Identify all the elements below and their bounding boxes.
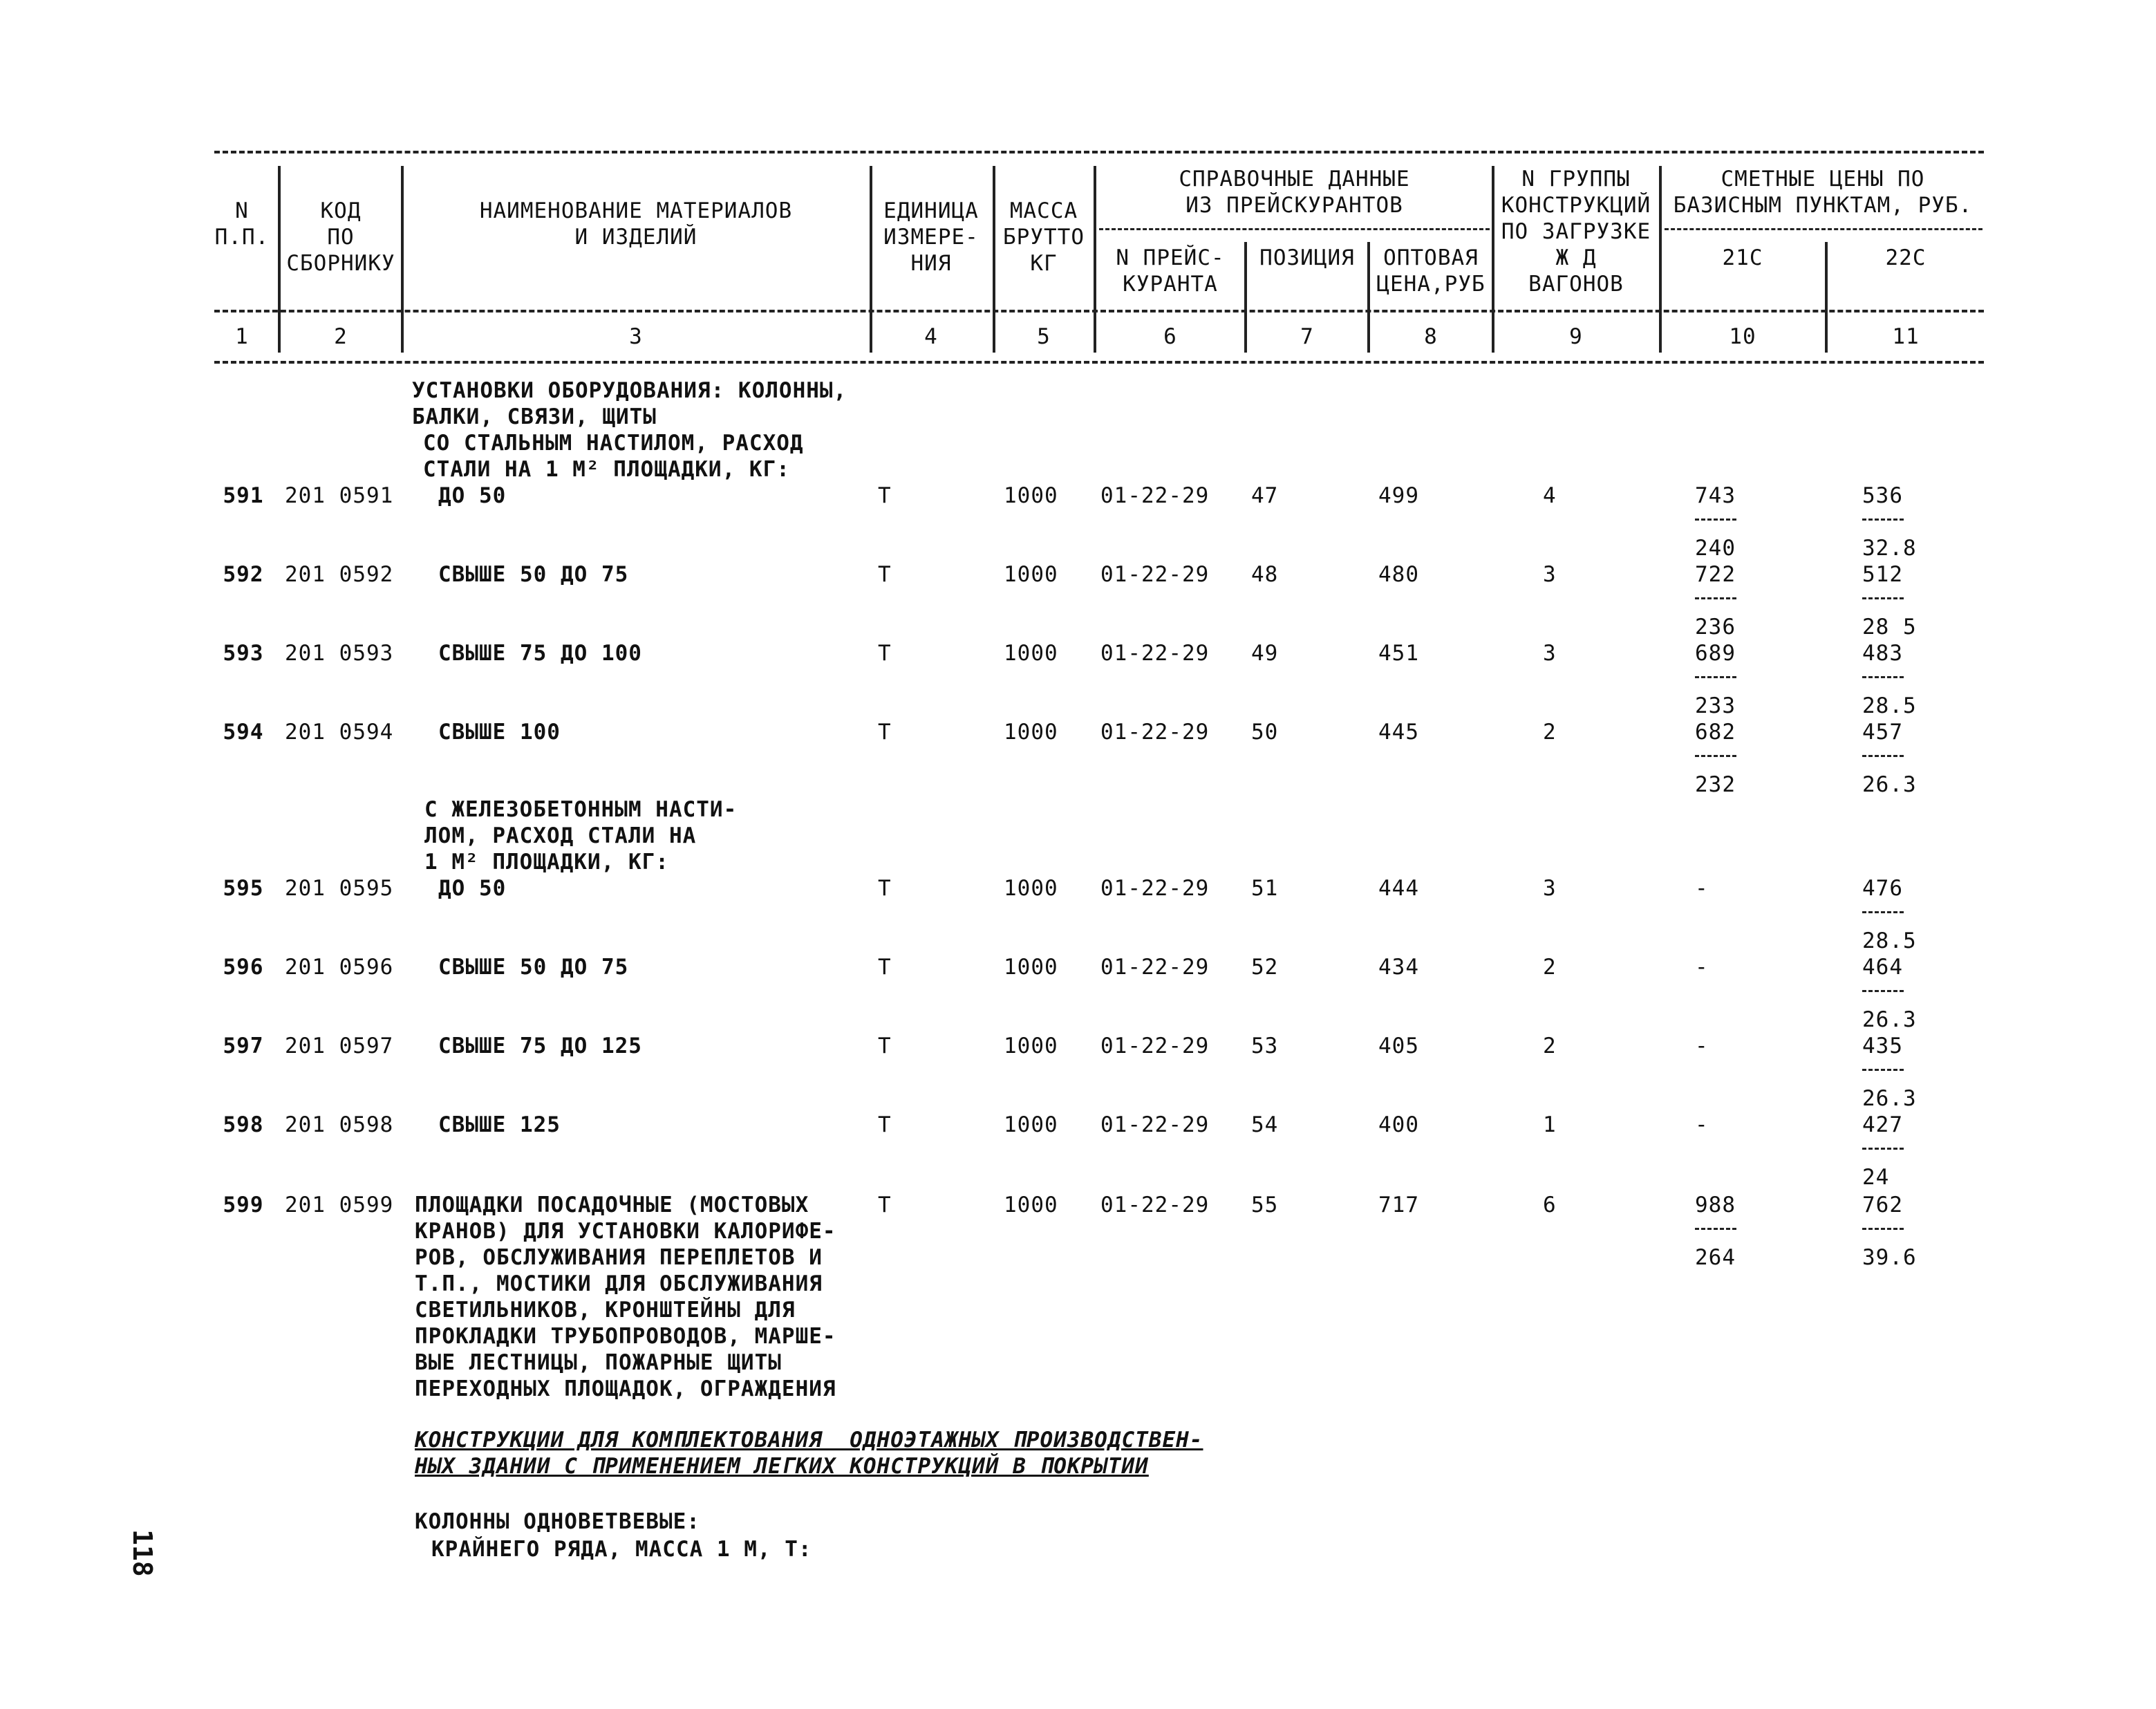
cell-pos: 49	[1251, 641, 1279, 666]
cell-code: 201 0594	[285, 720, 394, 745]
cell-code: 201 0592	[285, 562, 394, 587]
cell-p11-num: 476	[1862, 876, 1903, 901]
colnum: 9	[1569, 324, 1583, 349]
cell-grp: 2	[1543, 1034, 1557, 1058]
cell-price: 451	[1378, 641, 1419, 666]
col-sep	[1367, 242, 1370, 353]
cell-unit: Т	[878, 641, 892, 666]
cell-p10-num: -	[1695, 955, 1709, 980]
header-col4: ЕДИНИЦА ИЗМЕРЕ- НИЯ	[883, 198, 979, 276]
cell-p11-num: 536	[1862, 483, 1903, 508]
cell-pr: 01-22-29	[1100, 562, 1210, 587]
cell-mass: 1000	[1004, 720, 1058, 745]
footer-line: КОЛОННЫ ОДНОВЕТВЕВЫЕ:	[415, 1509, 700, 1534]
cell-unit: Т	[878, 562, 892, 587]
cell-n: 595	[223, 876, 264, 901]
cell-unit: Т	[878, 720, 892, 745]
col-sep	[278, 166, 281, 353]
header-col1: N П.П.	[214, 198, 270, 250]
section-heading: СО СТАЛЬНЫМ НАСТИЛОМ, РАСХОД СТАЛИ НА 1 М² ПЛОЩАДКИ, КГ:	[423, 431, 804, 482]
cell-p11-num: 483	[1862, 641, 1903, 666]
fraction-rule	[1862, 1228, 1904, 1230]
header-col10: 21С	[1722, 245, 1763, 270]
cell-name: СВЫШЕ 100	[438, 720, 561, 745]
fraction-rule	[1862, 1148, 1904, 1150]
fraction-rule	[1862, 755, 1904, 757]
cell-n: 598	[223, 1112, 264, 1137]
header-col7: ПОЗИЦИЯ	[1259, 245, 1355, 270]
colnum: 8	[1424, 324, 1438, 349]
col-sep	[1094, 166, 1096, 353]
cell-p11-den: 24	[1862, 1165, 1890, 1190]
cell-unit: Т	[878, 483, 892, 508]
section-heading: С ЖЕЛЕЗОБЕТОННЫМ НАСТИ- ЛОМ, РАСХОД СТАЛИ НА 1 М² ПЛОЩАДКИ, КГ:	[424, 797, 738, 875]
cell-p11-num: 762	[1862, 1193, 1903, 1217]
cell-price: 434	[1378, 955, 1419, 980]
fraction-rule	[1695, 1228, 1736, 1230]
cell-grp: 4	[1543, 483, 1557, 508]
cell-code: 201 0591	[285, 483, 394, 508]
fraction-rule	[1695, 676, 1736, 678]
cell-pr: 01-22-29	[1100, 955, 1210, 980]
cell-p11-num: 464	[1862, 955, 1903, 980]
header-mid-rule	[214, 310, 1984, 312]
cell-p10-den: 232	[1695, 772, 1736, 797]
cell-price: 717	[1378, 1193, 1419, 1217]
cell-mass: 1000	[1004, 1193, 1058, 1217]
cell-grp: 3	[1543, 562, 1557, 587]
cell-p10-num: 988	[1695, 1193, 1736, 1217]
cell-name: ДО 50	[438, 876, 507, 901]
cell-p11-num: 427	[1862, 1112, 1903, 1137]
cell-mass: 1000	[1004, 876, 1058, 901]
colnum: 2	[334, 324, 348, 349]
cell-pr: 01-22-29	[1100, 720, 1210, 745]
fraction-rule	[1862, 597, 1904, 599]
cell-pos: 48	[1251, 562, 1279, 587]
cell-p11-num: 457	[1862, 720, 1903, 745]
cell-grp: 3	[1543, 876, 1557, 901]
fraction-rule	[1695, 519, 1736, 521]
header-col9: Ж Д ВАГОНОВ	[1528, 245, 1624, 297]
cell-p10-den: 264	[1695, 1245, 1736, 1270]
cell-price: 480	[1378, 562, 1419, 587]
fraction-rule	[1695, 755, 1736, 757]
cell-grp: 2	[1543, 955, 1557, 980]
colnum: 7	[1300, 324, 1314, 349]
colnum: 3	[629, 324, 643, 349]
cell-unit: Т	[878, 1034, 892, 1058]
colnum: 4	[924, 324, 938, 349]
section-heading: УСТАНОВКИ ОБОРУДОВАНИЯ: КОЛОННЫ, БАЛКИ, СВЯЗИ, ЩИТЫ	[412, 378, 847, 429]
fraction-rule	[1862, 519, 1904, 521]
cell-pos: 51	[1251, 876, 1279, 901]
header-ref-group: СПРАВОЧНЫЕ ДАННЫЕ ИЗ ПРЕЙСКУРАНТОВ	[1179, 167, 1410, 218]
cell-p10-num: 689	[1695, 641, 1736, 666]
cell-pos: 50	[1251, 720, 1279, 745]
cell-p10-num: -	[1695, 1112, 1709, 1137]
cell-mass: 1000	[1004, 641, 1058, 666]
cell-price: 444	[1378, 876, 1419, 901]
cell-code: 201 0596	[285, 955, 394, 980]
cell-price: 499	[1378, 483, 1419, 508]
header-col3: НАИМЕНОВАНИЕ МАТЕРИАЛОВ И ИЗДЕЛИЙ	[479, 198, 793, 250]
cell-code: 201 0595	[285, 876, 394, 901]
cell-p10-num: 722	[1695, 562, 1736, 587]
header-col8: ОПТОВАЯ ЦЕНА,РУБ	[1376, 245, 1485, 297]
page-number: 118	[127, 1529, 158, 1577]
cell-pr: 01-22-29	[1100, 876, 1210, 901]
cell-mass: 1000	[1004, 1034, 1058, 1058]
cell-pr: 01-22-29	[1100, 1034, 1210, 1058]
cell-name: СВЫШЕ 75 ДО 125	[438, 1034, 642, 1058]
cell-p11-den: 39.6	[1862, 1245, 1917, 1270]
cell-name: ПЛОЩАДКИ ПОСАДОЧНЫЕ (МОСТОВЫХ КРАНОВ) ДЛЯ УСТАНОВКИ КАЛОРИФЕ- РОВ, ОБСЛУЖИВАНИЯ ПЕРЕПЛЕТОВ И Т.П., МОСТИКИ ДЛЯ ОБСЛУЖИВАНИЯ СВЕТИЛЬНИКОВ, КРОНШТЕЙНЫ ДЛЯ ПРОКЛАДКИ ТРУБОПРОВОДОВ, МАРШЕ- ВЫЕ ЛЕСТНИЦЫ, ПОЖАРНЫЕ ЩИТЫ ПЕРЕХОДНЫХ ПЛОЩАДОК, ОГРАЖДЕНИЯ	[415, 1193, 836, 1401]
cell-pos: 54	[1251, 1112, 1279, 1137]
cell-code: 201 0597	[285, 1034, 394, 1058]
cell-unit: Т	[878, 1193, 892, 1217]
cell-grp: 3	[1543, 641, 1557, 666]
cell-n: 594	[223, 720, 264, 745]
cell-mass: 1000	[1004, 483, 1058, 508]
cell-pr: 01-22-29	[1100, 1112, 1210, 1137]
cell-n: 599	[223, 1193, 264, 1217]
cell-p11-num: 435	[1862, 1034, 1903, 1058]
colnum: 5	[1037, 324, 1051, 349]
cell-p11-num: 512	[1862, 562, 1903, 587]
cell-pos: 53	[1251, 1034, 1279, 1058]
cell-p11-den: 26.3	[1862, 772, 1917, 797]
cell-p11-den: 28 5	[1862, 615, 1917, 639]
fraction-rule	[1862, 990, 1904, 992]
cell-code: 201 0599	[285, 1193, 394, 1217]
cell-mass: 1000	[1004, 955, 1058, 980]
cell-pr: 01-22-29	[1100, 1193, 1210, 1217]
cell-name: СВЫШЕ 75 ДО 100	[438, 641, 642, 666]
footer-line: КРАЙНЕГО РЯДА, МАССА 1 М, Т:	[431, 1537, 812, 1562]
cell-grp: 2	[1543, 720, 1557, 745]
header-top-rule	[214, 151, 1984, 153]
header-bottom-rule	[214, 361, 1984, 364]
cell-name: ДО 50	[438, 483, 507, 508]
footer-heading: КОНСТРУКЦИИ ДЛЯ КОМПЛЕКТОВАНИЯ ОДНОЭТАЖНЫХ ПРОИЗВОДСТВЕН- НЫХ ЗДАНИИ С ПРИМЕНЕНИЕМ ЛЕГКИХ КОНСТРУКЦИЙ В ПОКРЫТИИ	[415, 1428, 1203, 1479]
cell-n: 597	[223, 1034, 264, 1058]
colnum: 11	[1892, 324, 1920, 349]
header-col2: КОД ПО СБОРНИКУ	[286, 198, 395, 276]
cell-mass: 1000	[1004, 1112, 1058, 1137]
header-price-group: СМЕТНЫЕ ЦЕНЫ ПО БАЗИСНЫМ ПУНКТАМ, РУБ.	[1673, 167, 1973, 218]
cell-p11-den: 32.8	[1862, 536, 1917, 561]
cell-grp: 6	[1543, 1193, 1557, 1217]
cell-name: СВЫШЕ 50 ДО 75	[438, 955, 629, 980]
header-col6: N ПРЕЙС- КУРАНТА	[1116, 245, 1225, 297]
cell-pos: 47	[1251, 483, 1279, 508]
colnum: 10	[1729, 324, 1756, 349]
cell-n: 596	[223, 955, 264, 980]
cell-p10-num: -	[1695, 1034, 1709, 1058]
fraction-rule	[1862, 911, 1904, 913]
cell-name: СВЫШЕ 125	[438, 1112, 561, 1137]
header-col5: МАССА БРУТТО КГ	[1003, 198, 1085, 276]
cell-p11-den: 26.3	[1862, 1007, 1917, 1032]
cell-pos: 52	[1251, 955, 1279, 980]
cell-pr: 01-22-29	[1100, 483, 1210, 508]
cell-p10-num: 743	[1695, 483, 1736, 508]
cell-grp: 1	[1543, 1112, 1557, 1137]
cell-p11-den: 28.5	[1862, 693, 1917, 718]
header-col9-top: N ГРУППЫ КОНСТРУКЦИЙ ПО ЗАГРУЗКЕ	[1501, 167, 1651, 244]
cell-pos: 55	[1251, 1193, 1279, 1217]
cell-unit: Т	[878, 955, 892, 980]
cell-p10-num: -	[1695, 876, 1709, 901]
cell-unit: Т	[878, 876, 892, 901]
cell-p11-den: 28.5	[1862, 928, 1917, 953]
cell-p10-num: 682	[1695, 720, 1736, 745]
header-col11: 22С	[1885, 245, 1927, 270]
cell-code: 201 0593	[285, 641, 394, 666]
group-rule	[1665, 228, 1982, 230]
cell-p11-den: 26.3	[1862, 1086, 1917, 1111]
fraction-rule	[1695, 597, 1736, 599]
col-sep	[401, 166, 404, 353]
cell-p10-den: 236	[1695, 615, 1736, 639]
cell-price: 400	[1378, 1112, 1419, 1137]
colnum: 6	[1163, 324, 1177, 349]
cell-unit: Т	[878, 1112, 892, 1137]
col-sep	[1244, 242, 1247, 353]
cell-p10-den: 240	[1695, 536, 1736, 561]
cell-n: 591	[223, 483, 264, 508]
colnum: 1	[235, 324, 249, 349]
fraction-rule	[1862, 1069, 1904, 1071]
group-rule	[1099, 228, 1490, 230]
cell-p10-den: 233	[1695, 693, 1736, 718]
cell-price: 445	[1378, 720, 1419, 745]
cell-price: 405	[1378, 1034, 1419, 1058]
cell-pr: 01-22-29	[1100, 641, 1210, 666]
cell-code: 201 0598	[285, 1112, 394, 1137]
cell-name: СВЫШЕ 50 ДО 75	[438, 562, 629, 587]
cell-n: 592	[223, 562, 264, 587]
fraction-rule	[1862, 676, 1904, 678]
cell-n: 593	[223, 641, 264, 666]
cell-mass: 1000	[1004, 562, 1058, 587]
